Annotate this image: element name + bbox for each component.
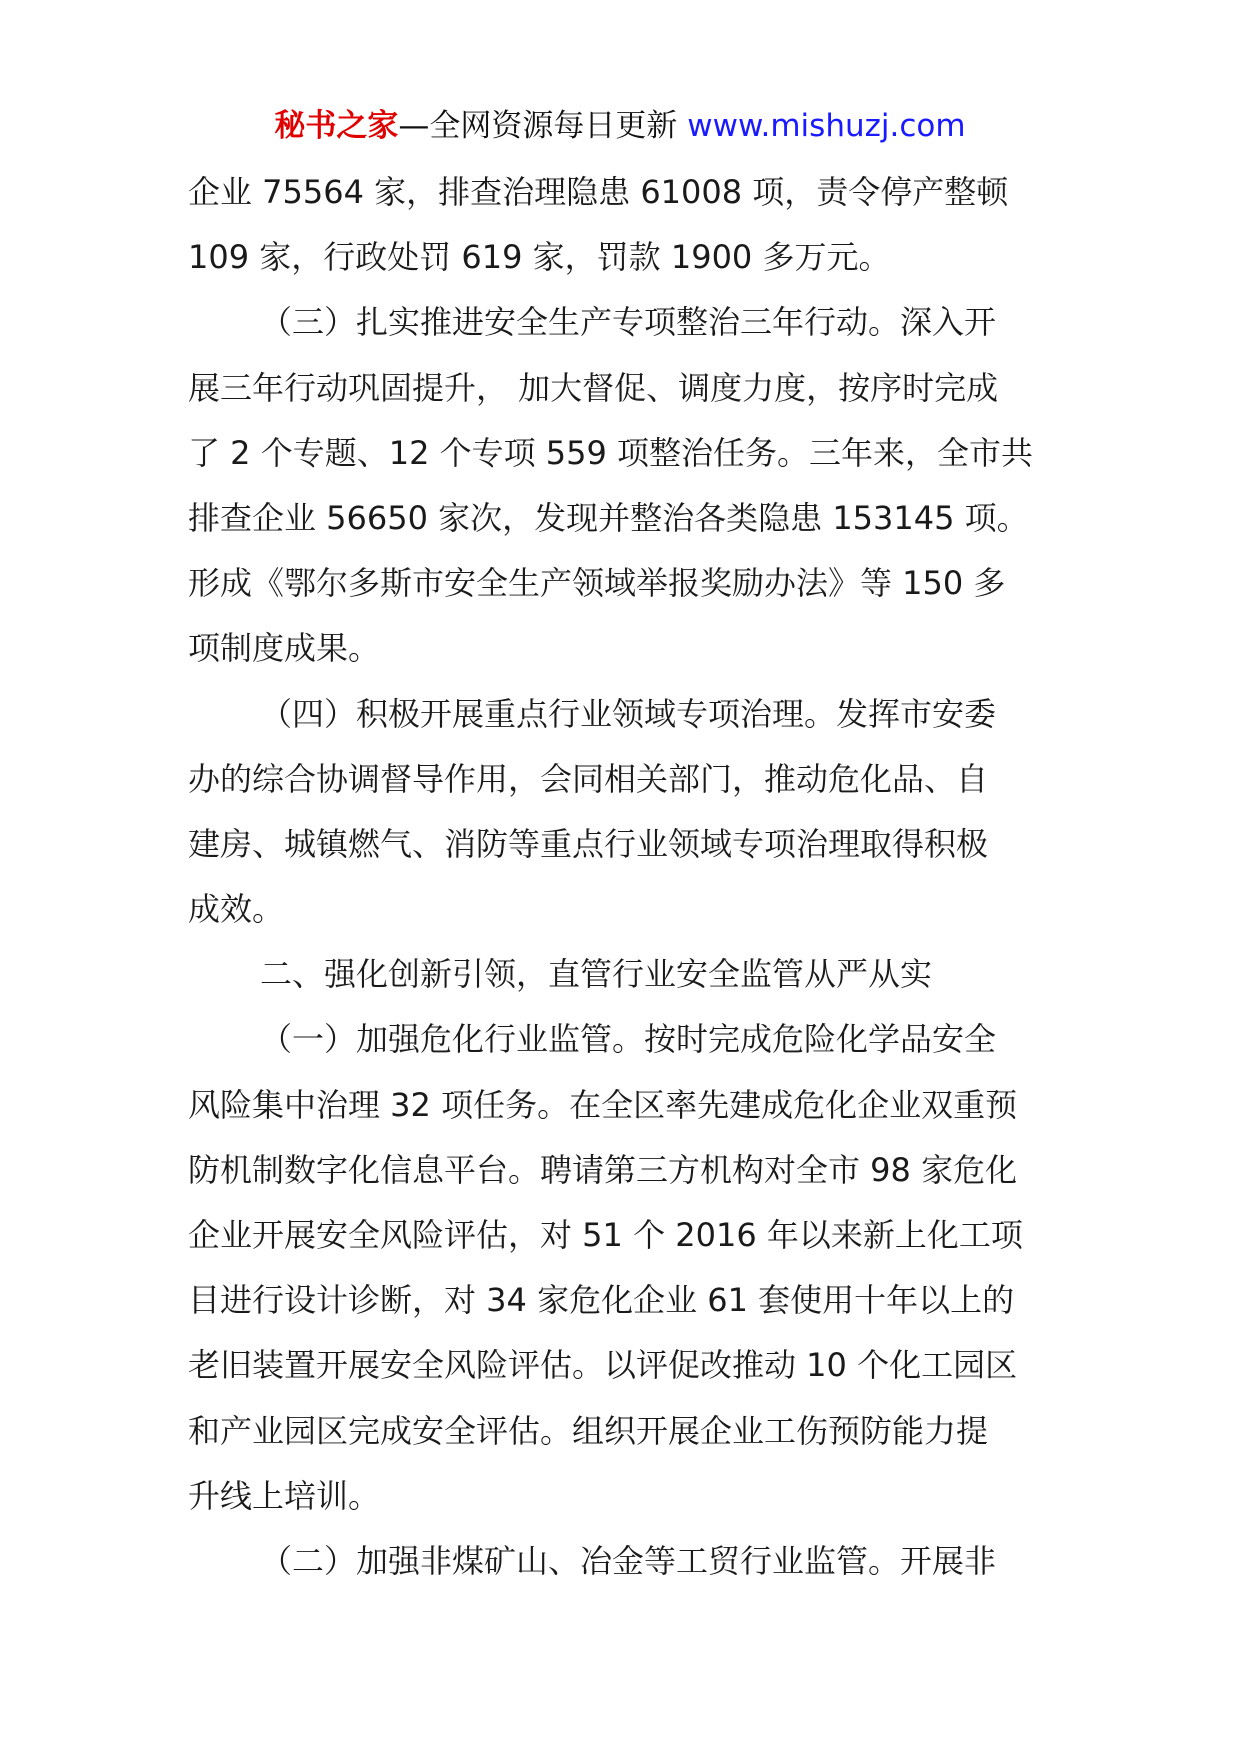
text-line: 109 家，行政处罚 619 家，罚款 1900 多万元。 [188, 238, 891, 277]
text-line: 升线上培训。 [188, 1476, 381, 1515]
text-line: 建房、城镇燃气、消防等重点行业领域专项治理取得积极 [188, 824, 989, 863]
text-line: 形成《鄂尔多斯市安全生产领域举报奖励办法》等 150 多 [188, 564, 1006, 603]
text-line: 防机制数字化信息平台。聘请第三方机构对全市 98 家危化 [188, 1150, 1018, 1189]
text-line: 目进行设计诊断，对 34 家危化企业 61 套使用十年以上的 [188, 1281, 1015, 1320]
document-body [188, 160, 1056, 1594]
text-line: 成效。 [188, 890, 285, 929]
text-line: 和产业园区完成安全评估。组织开展企业工伤预防能力提 [188, 1411, 989, 1450]
text-line: 排查企业 56650 家次，发现并整治各类隐患 153145 项。 [188, 498, 1029, 537]
text-line: （四）积极开展重点行业领域专项治理。发挥市安委 [260, 694, 997, 733]
text-line: 了 2 个专题、12 个专项 559 项整治任务。三年来，全市共 [188, 433, 1034, 472]
text-line: （一）加强危化行业监管。按时完成危险化学品安全 [260, 1020, 997, 1059]
text-line: 展三年行动巩固提升， 加大督促、调度力度，按序时完成 [188, 368, 999, 407]
page-header [0, 104, 1240, 148]
brand-name: 秘书之家 [274, 108, 399, 144]
website-url: www.mishuzj.com [687, 108, 966, 144]
text-line: 项制度成果。 [188, 629, 381, 668]
text-line: 企业开展安全风险评估，对 51 个 2016 年以来新上化工项 [188, 1216, 1023, 1254]
text-line: （二）加强非煤矿山、冶金等工贸行业监管。开展非 [260, 1541, 997, 1580]
text-line: （三）扎实推进安全生产专项整治三年行动。深入开 [260, 303, 997, 342]
text-line: 办的综合协调督导作用，会同相关部门，推动危化品、自 [188, 759, 989, 798]
text-line: 老旧装置开展安全风险评估。以评促改推动 10 个化工园区 [188, 1346, 1018, 1385]
header-tagline: —全网资源每日更新 [398, 108, 688, 144]
text-line: 风险集中治理 32 项任务。在全区率先建成危化企业双重预 [188, 1085, 1018, 1124]
text-line: 企业 75564 家，排查治理隐患 61008 项，责令停产整顿 [188, 173, 1009, 211]
text-line: 二、强化创新引领，直管行业安全监管从严从实 [260, 955, 933, 994]
